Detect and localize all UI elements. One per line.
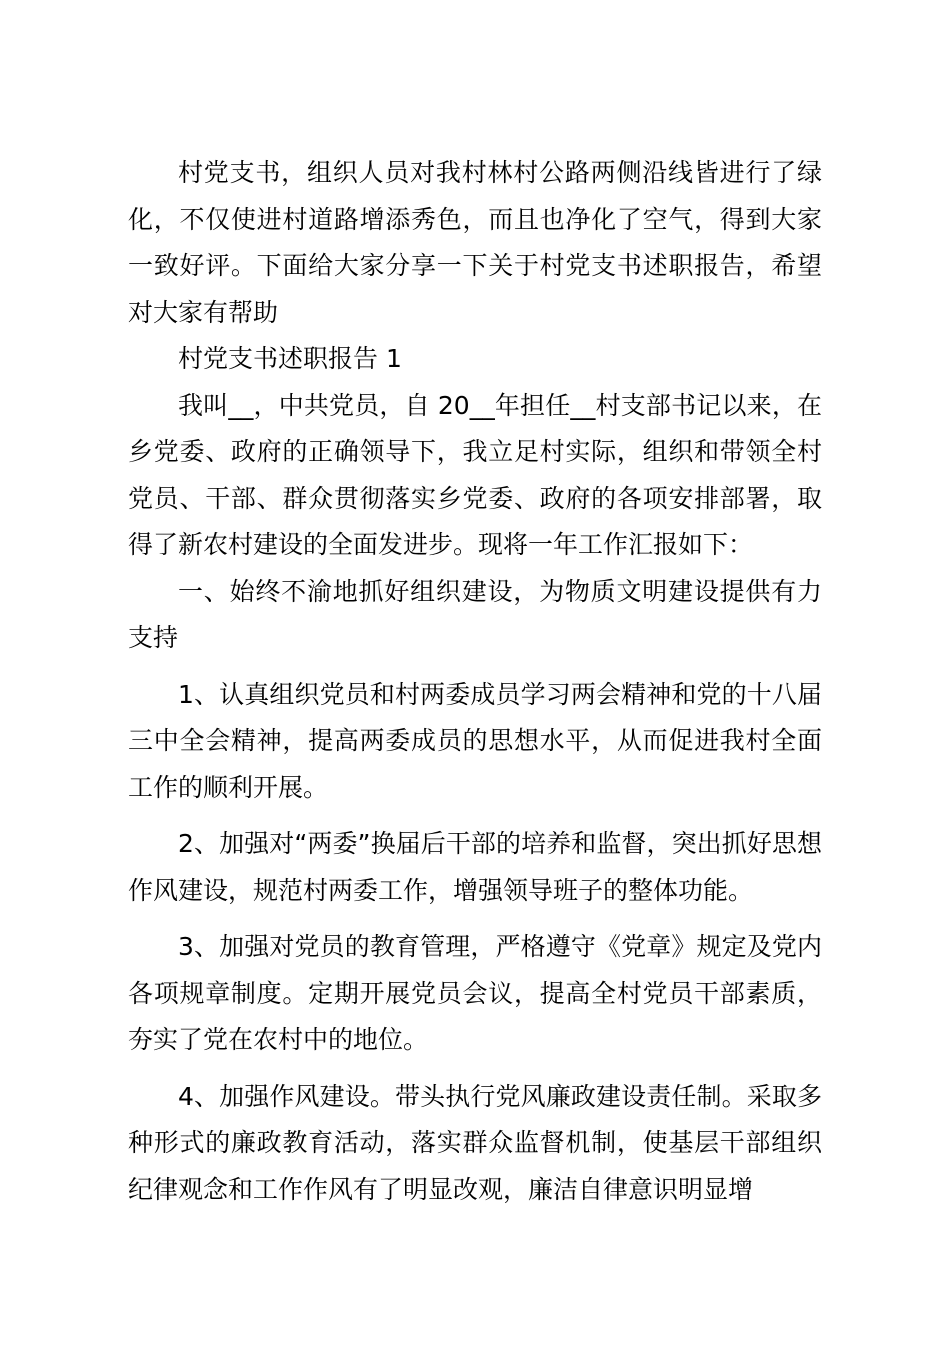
paragraph-item-1: 1、认真组织党员和村两委成员学习两会精神和党的十八届三中全会精神，提高两委成员的思想水平，从而促进我村全面工作的顺利开展。 (128, 679, 822, 802)
paragraph-section-heading: 一、始终不渝地抓好组织建设，为物质文明建设提供有力支持 (128, 576, 822, 652)
paragraph-item-2: 2、加强对“两委”换届后干部的培养和监督，突出抓好思想作风建设，规范村两委工作，增强领导班子的整体功能。 (128, 829, 822, 905)
document-page (128, 150, 822, 1213)
paragraph-item-4: 4、加强作风建设。带头执行党风廉政建设责任制。采取多种形式的廉政教育活动，落实群众监督机制，使基层干部组织纪律观念和工作作风有了明显改观，廉洁自律意识明显增 (128, 1081, 822, 1204)
paragraph-item-3: 3、加强对党员的教育管理，严格遵守《党章》规定及党内各项规章制度。定期开展党员会议，提高全村党员干部素质，夯实了党在农村中的地位。 (128, 932, 822, 1054)
paragraph-opening: 我叫__，中共党员，自 20__年担任__村支部书记以来，在乡党委、政府的正确领导下，我立足村实际，组织和带领全村党员、干部、群众贯彻落实乡党委、政府的各项安排部署，取得了新农村建设的全面发进步。现将一年工作汇报如下： (128, 390, 822, 559)
paragraph-intro: 村党支书，组织人员对我村林村公路两侧沿线皆进行了绿化，不仅使进村道路增添秀色，而且也净化了空气，得到大家一致好评。下面给大家分享一下关于村党支书述职报告，希望对大家有帮助 (128, 158, 822, 327)
paragraph-report-title: 村党支书述职报告 1 (178, 344, 402, 373)
